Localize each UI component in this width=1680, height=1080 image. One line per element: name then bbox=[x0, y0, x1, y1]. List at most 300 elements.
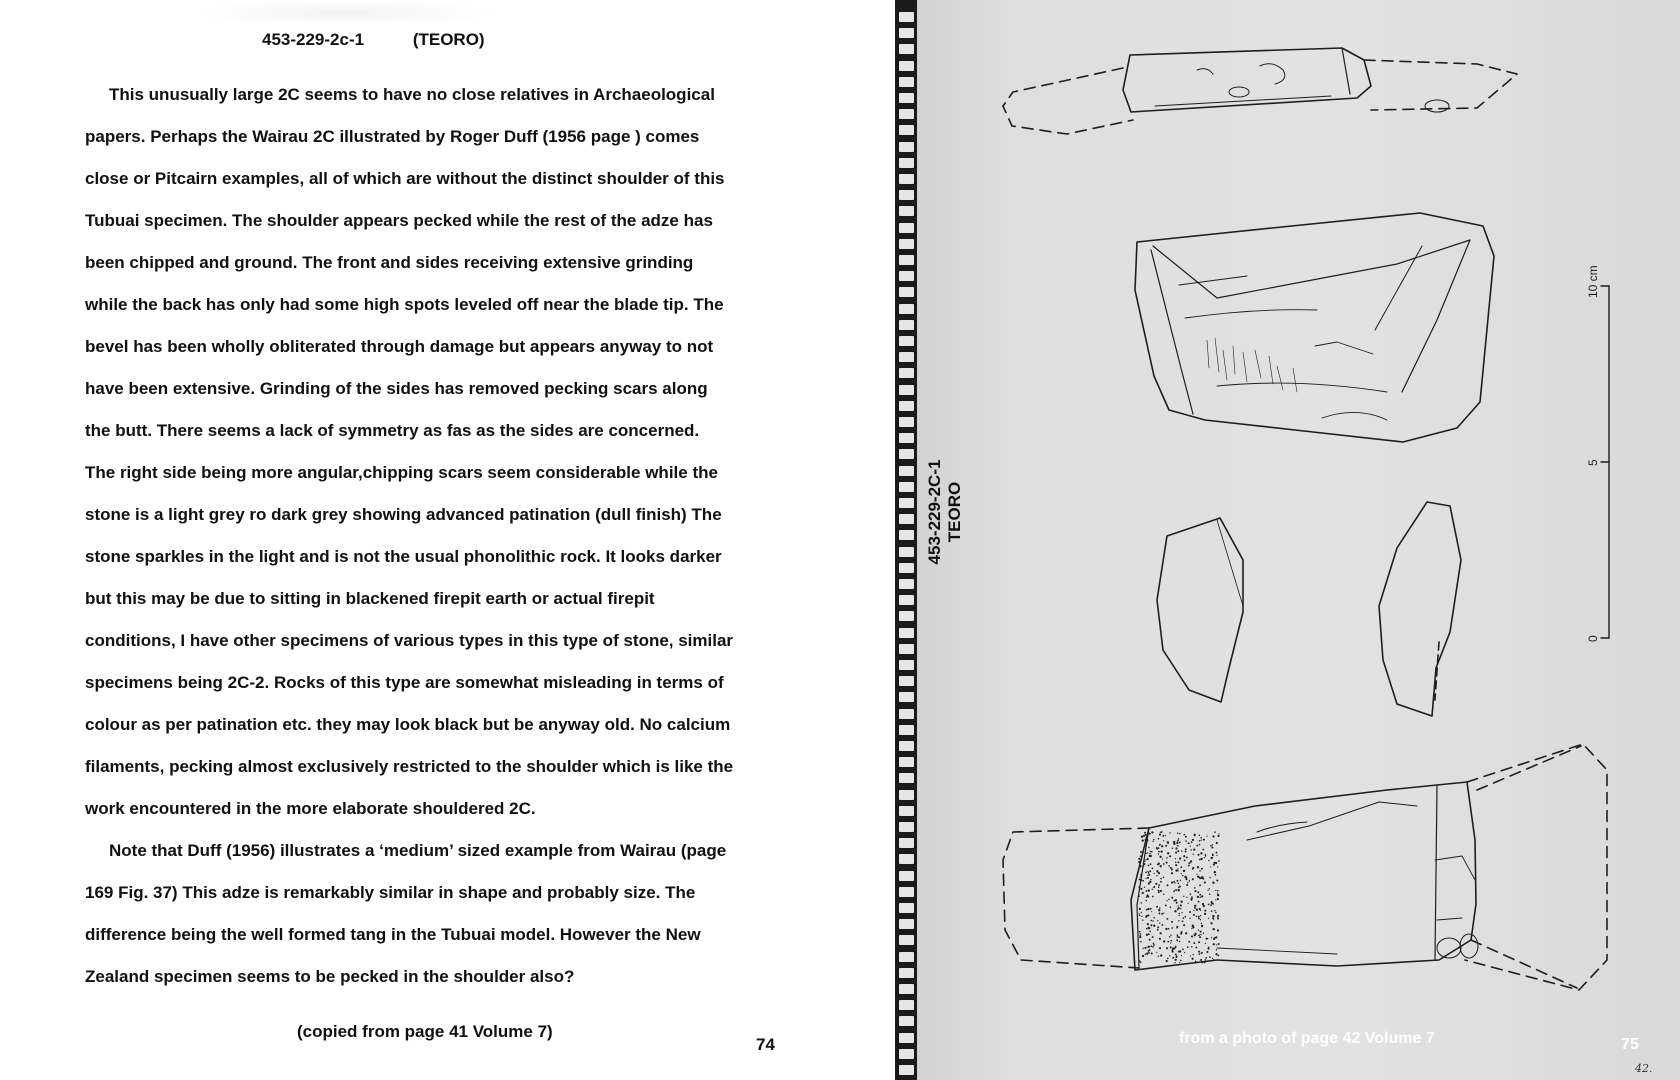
text-line: The right side being more angular,chipping scars seem considerable while the bbox=[85, 463, 718, 482]
stipple-dot bbox=[1146, 947, 1147, 948]
binding-loop bbox=[899, 190, 914, 200]
stipple-dot bbox=[1172, 951, 1174, 953]
text-line: close or Pitcairn examples, all of which are without the distinct shoulder of this bbox=[85, 169, 725, 188]
stipple-dot bbox=[1152, 868, 1154, 870]
stipple-dot bbox=[1167, 941, 1169, 943]
scale-bar bbox=[1601, 286, 1609, 638]
stipple-dot bbox=[1209, 893, 1210, 894]
text-line: but this may be due to sitting in blackened firepit earth or actual firepit bbox=[85, 589, 655, 608]
binding-loop bbox=[899, 287, 914, 297]
stipple-dot bbox=[1218, 943, 1220, 945]
stipple-dot bbox=[1201, 839, 1202, 840]
stipple-dot bbox=[1169, 936, 1171, 938]
stipple-dot bbox=[1190, 955, 1191, 956]
stipple-dot bbox=[1159, 907, 1161, 909]
stipple-dot bbox=[1193, 910, 1194, 911]
binding-loop bbox=[899, 790, 914, 800]
stipple-dot bbox=[1193, 848, 1195, 850]
stipple-dot bbox=[1151, 851, 1153, 853]
stipple-dot bbox=[1145, 954, 1146, 955]
stipple-dot bbox=[1162, 835, 1164, 837]
stipple-dot bbox=[1191, 841, 1193, 843]
stipple-dot bbox=[1216, 842, 1218, 844]
stipple-dot bbox=[1195, 961, 1197, 963]
copied-note: (copied from page 41 Volume 7) bbox=[297, 1022, 553, 1041]
catalogue-number: 453-229-2c-1 bbox=[262, 30, 365, 49]
stipple-dot bbox=[1203, 905, 1205, 907]
stipple-dot bbox=[1208, 903, 1210, 905]
stipple-dot bbox=[1192, 839, 1194, 841]
binding-loop bbox=[899, 1016, 914, 1026]
binding-loop bbox=[899, 919, 914, 929]
binding-loop bbox=[899, 968, 914, 978]
stipple-dot bbox=[1196, 916, 1198, 918]
stipple-dot bbox=[1153, 944, 1155, 946]
stipple-dot bbox=[1166, 960, 1168, 962]
stipple-dot bbox=[1215, 890, 1216, 891]
stipple-dot bbox=[1150, 908, 1152, 910]
stipple-dot bbox=[1159, 913, 1160, 914]
stipple-dot bbox=[1199, 870, 1201, 872]
stipple-dot bbox=[1173, 949, 1174, 950]
binding-loop bbox=[899, 579, 914, 589]
binding-loop bbox=[899, 304, 914, 314]
stipple-dot bbox=[1177, 840, 1178, 841]
stipple-dot bbox=[1200, 910, 1201, 911]
text-line: Tubuai specimen. The shoulder appears pecked while the rest of the adze has bbox=[85, 211, 713, 230]
stipple-dot bbox=[1212, 915, 1214, 917]
stipple-dot bbox=[1161, 845, 1163, 847]
stipple-dot bbox=[1149, 939, 1151, 941]
adze-cross-section-right bbox=[1379, 502, 1461, 716]
adze-front-view bbox=[1135, 213, 1494, 442]
stipple-dot bbox=[1157, 926, 1159, 928]
stipple-dot bbox=[1171, 927, 1173, 929]
stipple-dot bbox=[1175, 869, 1177, 871]
stipple-dot bbox=[1199, 844, 1201, 846]
text-line: the butt. There seems a lack of symmetry as fas as the sides are concerned. bbox=[85, 421, 700, 440]
stipple-dot bbox=[1183, 924, 1185, 926]
stipple-dot bbox=[1184, 952, 1185, 953]
stipple-dot bbox=[1147, 875, 1148, 876]
binding-loop bbox=[899, 709, 914, 719]
stipple-dot bbox=[1192, 925, 1194, 927]
stipple-dot bbox=[1153, 917, 1155, 919]
binding-loop bbox=[899, 692, 914, 702]
stipple-dot bbox=[1163, 863, 1165, 865]
stipple-dot bbox=[1194, 905, 1196, 907]
stipple-dot bbox=[1210, 922, 1212, 924]
stipple-dot bbox=[1158, 838, 1160, 840]
paragraph-1 bbox=[85, 74, 765, 830]
stipple-dot bbox=[1195, 946, 1197, 948]
stipple-dot bbox=[1145, 916, 1147, 918]
stipple-dot bbox=[1198, 917, 1200, 919]
stipple-dot bbox=[1157, 864, 1159, 866]
body-text bbox=[85, 74, 765, 998]
stipple-dot bbox=[1190, 860, 1192, 862]
stipple-dot bbox=[1139, 913, 1140, 914]
binding-loop bbox=[899, 320, 914, 330]
stipple-dot bbox=[1150, 945, 1152, 947]
binding-loop bbox=[899, 644, 914, 654]
stipple-dot bbox=[1182, 920, 1184, 922]
stipple-dot bbox=[1170, 942, 1171, 943]
stipple-dot bbox=[1203, 839, 1205, 841]
stipple-dot bbox=[1212, 903, 1214, 905]
stipple-dot bbox=[1187, 946, 1189, 948]
spiral-binding bbox=[895, 0, 917, 1080]
stipple-dot bbox=[1188, 865, 1190, 867]
stipple-dot bbox=[1185, 933, 1187, 935]
stipple-dot bbox=[1160, 850, 1162, 852]
stipple-dot bbox=[1149, 874, 1151, 876]
stipple-dot bbox=[1159, 833, 1161, 835]
stipple-dot bbox=[1149, 881, 1151, 883]
binding-loop bbox=[899, 271, 914, 281]
stipple-dot bbox=[1183, 896, 1184, 897]
stipple-dot bbox=[1188, 862, 1190, 864]
stipple-dot bbox=[1149, 949, 1150, 950]
stipple-dot bbox=[1217, 917, 1219, 919]
binding-loop bbox=[899, 223, 914, 233]
stipple-dot bbox=[1145, 841, 1147, 843]
adze-side-view bbox=[1003, 48, 1517, 134]
stipple-dot bbox=[1141, 916, 1142, 917]
stipple-dot bbox=[1138, 858, 1140, 860]
stipple-dot bbox=[1207, 948, 1209, 950]
stipple-dot bbox=[1197, 896, 1199, 898]
stipple-dot bbox=[1180, 866, 1182, 868]
stipple-dot bbox=[1203, 849, 1205, 851]
stipple-dot bbox=[1184, 870, 1185, 871]
stipple-dot bbox=[1173, 900, 1175, 902]
stipple-dot bbox=[1182, 875, 1183, 876]
stipple-dot bbox=[1191, 928, 1192, 929]
stipple-dot bbox=[1157, 929, 1159, 931]
text-line: filaments, pecking almost exclusively restricted to the shoulder which is like the bbox=[85, 757, 734, 776]
stipple-dot bbox=[1193, 914, 1195, 916]
stipple-dot bbox=[1200, 934, 1201, 935]
stipple-dot bbox=[1183, 834, 1185, 836]
binding-loop bbox=[899, 93, 914, 103]
text-line: have been extensive. Grinding of the sides has removed pecking scars along bbox=[85, 379, 708, 398]
stipple-dot bbox=[1170, 906, 1172, 908]
stipple-dot bbox=[1145, 900, 1146, 901]
stipple-dot bbox=[1139, 933, 1141, 935]
stipple-dot bbox=[1207, 890, 1208, 891]
stipple-dot bbox=[1158, 890, 1160, 892]
stipple-dot bbox=[1188, 941, 1190, 943]
binding-loop bbox=[899, 158, 914, 168]
stipple-dot bbox=[1147, 896, 1149, 898]
stipple-dot bbox=[1142, 919, 1143, 920]
stipple-dot bbox=[1191, 935, 1193, 937]
stipple-dot bbox=[1215, 953, 1217, 955]
stipple-dot bbox=[1194, 907, 1196, 909]
stipple-dot bbox=[1194, 890, 1196, 892]
stipple-dot bbox=[1139, 936, 1141, 938]
binding-loop bbox=[899, 417, 914, 427]
stipple-dot bbox=[1151, 831, 1153, 833]
stipple-dot bbox=[1198, 941, 1200, 943]
stipple-dot bbox=[1177, 861, 1179, 863]
stipple-dot bbox=[1174, 882, 1175, 883]
stipple-dot bbox=[1143, 863, 1145, 865]
stipple-dot bbox=[1174, 962, 1175, 963]
stipple-dot bbox=[1200, 931, 1202, 933]
text-line: stone sparkles in the light and is not the usual phonolithic rock. It looks darker bbox=[85, 547, 722, 566]
stipple-dot bbox=[1146, 928, 1148, 930]
stipple-dot bbox=[1156, 875, 1157, 876]
stipple-dot bbox=[1148, 847, 1149, 848]
stipple-dot bbox=[1144, 832, 1146, 834]
binding-loop bbox=[899, 854, 914, 864]
stipple-dot bbox=[1175, 852, 1177, 854]
stipple-dot bbox=[1191, 958, 1193, 960]
photo-note: from a photo of page 42 Volume 7 bbox=[1179, 1030, 1435, 1047]
stipple-dot bbox=[1176, 880, 1178, 882]
text-line: conditions, I have other specimens of various types in this type of stone, similar bbox=[85, 631, 734, 650]
binding-loop bbox=[899, 1065, 914, 1075]
stipple-dot bbox=[1163, 840, 1164, 841]
stipple-dot bbox=[1175, 946, 1176, 947]
page-number-left: 74 bbox=[756, 1035, 775, 1054]
stipple-dot bbox=[1209, 888, 1210, 889]
stipple-dot bbox=[1182, 949, 1184, 951]
stipple-dot bbox=[1149, 870, 1151, 872]
stipple-dot bbox=[1140, 888, 1142, 890]
binding-loop bbox=[899, 77, 914, 87]
stipple-dot bbox=[1197, 891, 1199, 893]
text-line: bevel has been wholly obliterated through damage but appears anyway to not bbox=[85, 337, 714, 356]
stipple-dot bbox=[1200, 915, 1201, 916]
stipple-dot bbox=[1211, 846, 1213, 848]
stipple-dot bbox=[1199, 936, 1201, 938]
stipple-dot bbox=[1149, 930, 1151, 932]
binding-loop bbox=[899, 466, 914, 476]
stipple-dot bbox=[1175, 954, 1177, 956]
stipple-dot bbox=[1217, 929, 1219, 931]
stipple-dot bbox=[1218, 860, 1220, 862]
text-line: Note that Duff (1956) illustrates a ‘medium’ sized example from Wairau (page bbox=[109, 841, 727, 860]
stipple-dot bbox=[1205, 855, 1206, 856]
corner-handwritten-mark: 42. bbox=[1635, 1062, 1653, 1075]
stipple-dot bbox=[1152, 889, 1153, 890]
stipple-dot bbox=[1199, 840, 1201, 842]
stipple-dot bbox=[1198, 901, 1200, 903]
stipple-dot bbox=[1165, 835, 1166, 836]
binding-loop bbox=[899, 125, 914, 135]
stipple-dot bbox=[1144, 947, 1146, 949]
stipple-dot bbox=[1163, 913, 1164, 914]
page-heading bbox=[262, 30, 485, 50]
stipple-dot bbox=[1181, 873, 1182, 874]
stipple-dot bbox=[1200, 919, 1201, 920]
stipple-dot bbox=[1212, 882, 1214, 884]
stipple-dot bbox=[1160, 954, 1162, 956]
stipple-dot bbox=[1197, 866, 1199, 868]
stipple-dot bbox=[1167, 884, 1169, 886]
stipple-dot bbox=[1150, 863, 1152, 865]
binding-loop bbox=[899, 660, 914, 670]
stipple-dot bbox=[1211, 937, 1212, 938]
page-number-right: 75 bbox=[1621, 1036, 1639, 1053]
adze-drawing bbox=[917, 0, 1680, 1080]
stipple-dot bbox=[1216, 855, 1217, 856]
stipple-dot bbox=[1141, 902, 1143, 904]
specimen-label-number: 453-229-2C-1 bbox=[925, 459, 944, 565]
stipple-dot bbox=[1158, 851, 1160, 853]
stipple-dot bbox=[1179, 941, 1180, 942]
stipple-dot bbox=[1158, 853, 1159, 854]
stipple-dot bbox=[1168, 865, 1170, 867]
stipple-dot bbox=[1180, 901, 1182, 903]
stipple-dot bbox=[1211, 910, 1213, 912]
stipple-dot bbox=[1218, 833, 1219, 834]
binding-loop bbox=[899, 563, 914, 573]
stipple-dot bbox=[1201, 868, 1203, 870]
stipple-dot bbox=[1165, 928, 1167, 930]
binding-loop bbox=[899, 725, 914, 735]
stipple-dot bbox=[1158, 909, 1160, 911]
stipple-dot bbox=[1166, 857, 1168, 859]
specimen-label-site: TEORO bbox=[945, 481, 964, 543]
stipple-dot bbox=[1143, 948, 1144, 949]
stipple-dot bbox=[1147, 858, 1149, 860]
stipple-dot bbox=[1143, 865, 1145, 867]
binding-loop bbox=[899, 206, 914, 216]
binding-loop bbox=[899, 449, 914, 459]
stipple-dot bbox=[1215, 899, 1216, 900]
stipple-dot bbox=[1166, 862, 1168, 864]
binding-loop bbox=[899, 142, 914, 152]
stipple-dot bbox=[1146, 909, 1148, 911]
binding-loop bbox=[899, 385, 914, 395]
stipple-dot bbox=[1200, 960, 1202, 962]
stipple-dot bbox=[1173, 881, 1175, 883]
binding-loop bbox=[899, 773, 914, 783]
stipple-dot bbox=[1215, 912, 1217, 914]
stipple-dot bbox=[1158, 884, 1160, 886]
binding-loop bbox=[899, 401, 914, 411]
stipple-dot bbox=[1167, 958, 1169, 960]
stipple-dot bbox=[1147, 852, 1148, 853]
stipple-dot bbox=[1148, 865, 1150, 867]
stipple-dot bbox=[1144, 846, 1145, 847]
stipple-dot bbox=[1141, 912, 1142, 913]
stipple-dot bbox=[1145, 890, 1147, 892]
stipple-dot bbox=[1217, 866, 1218, 867]
stipple-dot bbox=[1172, 957, 1174, 959]
stipple-dot bbox=[1201, 925, 1203, 927]
scan-smudge bbox=[190, 0, 500, 26]
stipple-dot bbox=[1139, 908, 1141, 910]
right-page bbox=[917, 0, 1680, 1080]
stipple-dot bbox=[1156, 906, 1158, 908]
stipple-dot bbox=[1179, 857, 1181, 859]
stipple-dot bbox=[1185, 878, 1187, 880]
stipple-dot bbox=[1160, 890, 1162, 892]
stipple-dot bbox=[1204, 881, 1206, 883]
stipple-dot bbox=[1170, 940, 1172, 942]
stipple-dot bbox=[1178, 920, 1180, 922]
scale-label-bottom: 0 bbox=[1586, 635, 1600, 642]
stipple-dot bbox=[1170, 867, 1172, 869]
stipple-dot bbox=[1200, 953, 1201, 954]
binding-loop bbox=[899, 174, 914, 184]
stipple-dot bbox=[1213, 943, 1215, 945]
text-line: 169 Fig. 37) This adze is remarkably similar in shape and probably size. The bbox=[85, 883, 696, 902]
text-line: specimens being 2C-2. Rocks of this type are somewhat misleading in terms of bbox=[85, 673, 724, 692]
stipple-dot bbox=[1142, 839, 1144, 841]
stipple-dot bbox=[1154, 886, 1155, 887]
binding-loop bbox=[899, 822, 914, 832]
stipple-dot bbox=[1145, 853, 1147, 855]
stipple-dot bbox=[1187, 903, 1188, 904]
stipple-dot bbox=[1142, 955, 1144, 957]
stipple-dot bbox=[1158, 886, 1160, 888]
stipple-dot bbox=[1169, 855, 1171, 857]
stipple-dot bbox=[1150, 920, 1152, 922]
stipple-dot bbox=[1143, 835, 1145, 837]
stipple-dot bbox=[1172, 848, 1174, 850]
stipple-dot bbox=[1140, 874, 1142, 876]
stipple-dot bbox=[1175, 847, 1177, 849]
stipple-dot bbox=[1199, 859, 1201, 861]
stipple-dot bbox=[1147, 923, 1149, 925]
stipple-dot bbox=[1192, 954, 1193, 955]
binding-loop bbox=[899, 595, 914, 605]
stipple-dot bbox=[1181, 850, 1182, 851]
stipple-dot bbox=[1152, 920, 1154, 922]
stipple-dot bbox=[1166, 947, 1168, 949]
stipple-dot bbox=[1167, 852, 1169, 854]
stipple-dot bbox=[1165, 904, 1167, 906]
stipple-dot bbox=[1175, 864, 1177, 866]
stipple-dot bbox=[1179, 886, 1181, 888]
stipple-dot bbox=[1158, 891, 1160, 893]
stipple-dot bbox=[1179, 841, 1181, 843]
stipple-dot bbox=[1208, 860, 1209, 861]
stipple-dot bbox=[1214, 871, 1216, 873]
stipple-dot bbox=[1160, 832, 1161, 833]
stipple-dot bbox=[1217, 915, 1219, 917]
binding-loop bbox=[899, 514, 914, 524]
stipple-dot bbox=[1217, 894, 1219, 896]
stipple-dot bbox=[1166, 918, 1168, 920]
stipple-dot bbox=[1183, 917, 1185, 919]
stipple-dot bbox=[1171, 872, 1173, 874]
stipple-dot bbox=[1138, 861, 1140, 863]
binding-loop bbox=[899, 530, 914, 540]
stipple-dot bbox=[1156, 871, 1158, 873]
binding-loop bbox=[899, 255, 914, 265]
stipple-dot bbox=[1210, 904, 1212, 906]
stipple-dot bbox=[1200, 837, 1202, 839]
stipple-dot bbox=[1153, 839, 1154, 840]
site-name: (TEORO) bbox=[412, 30, 485, 49]
stipple-dot bbox=[1142, 892, 1144, 894]
binding-loop bbox=[899, 44, 914, 54]
stipple-dot bbox=[1194, 835, 1196, 837]
stipple-dot bbox=[1217, 892, 1218, 893]
stipple-dot bbox=[1169, 832, 1170, 833]
stipple-dot bbox=[1176, 934, 1178, 936]
stipple-dot bbox=[1159, 844, 1161, 846]
scale-label-mid: 5 bbox=[1586, 459, 1600, 466]
stipple-dot bbox=[1179, 962, 1180, 963]
